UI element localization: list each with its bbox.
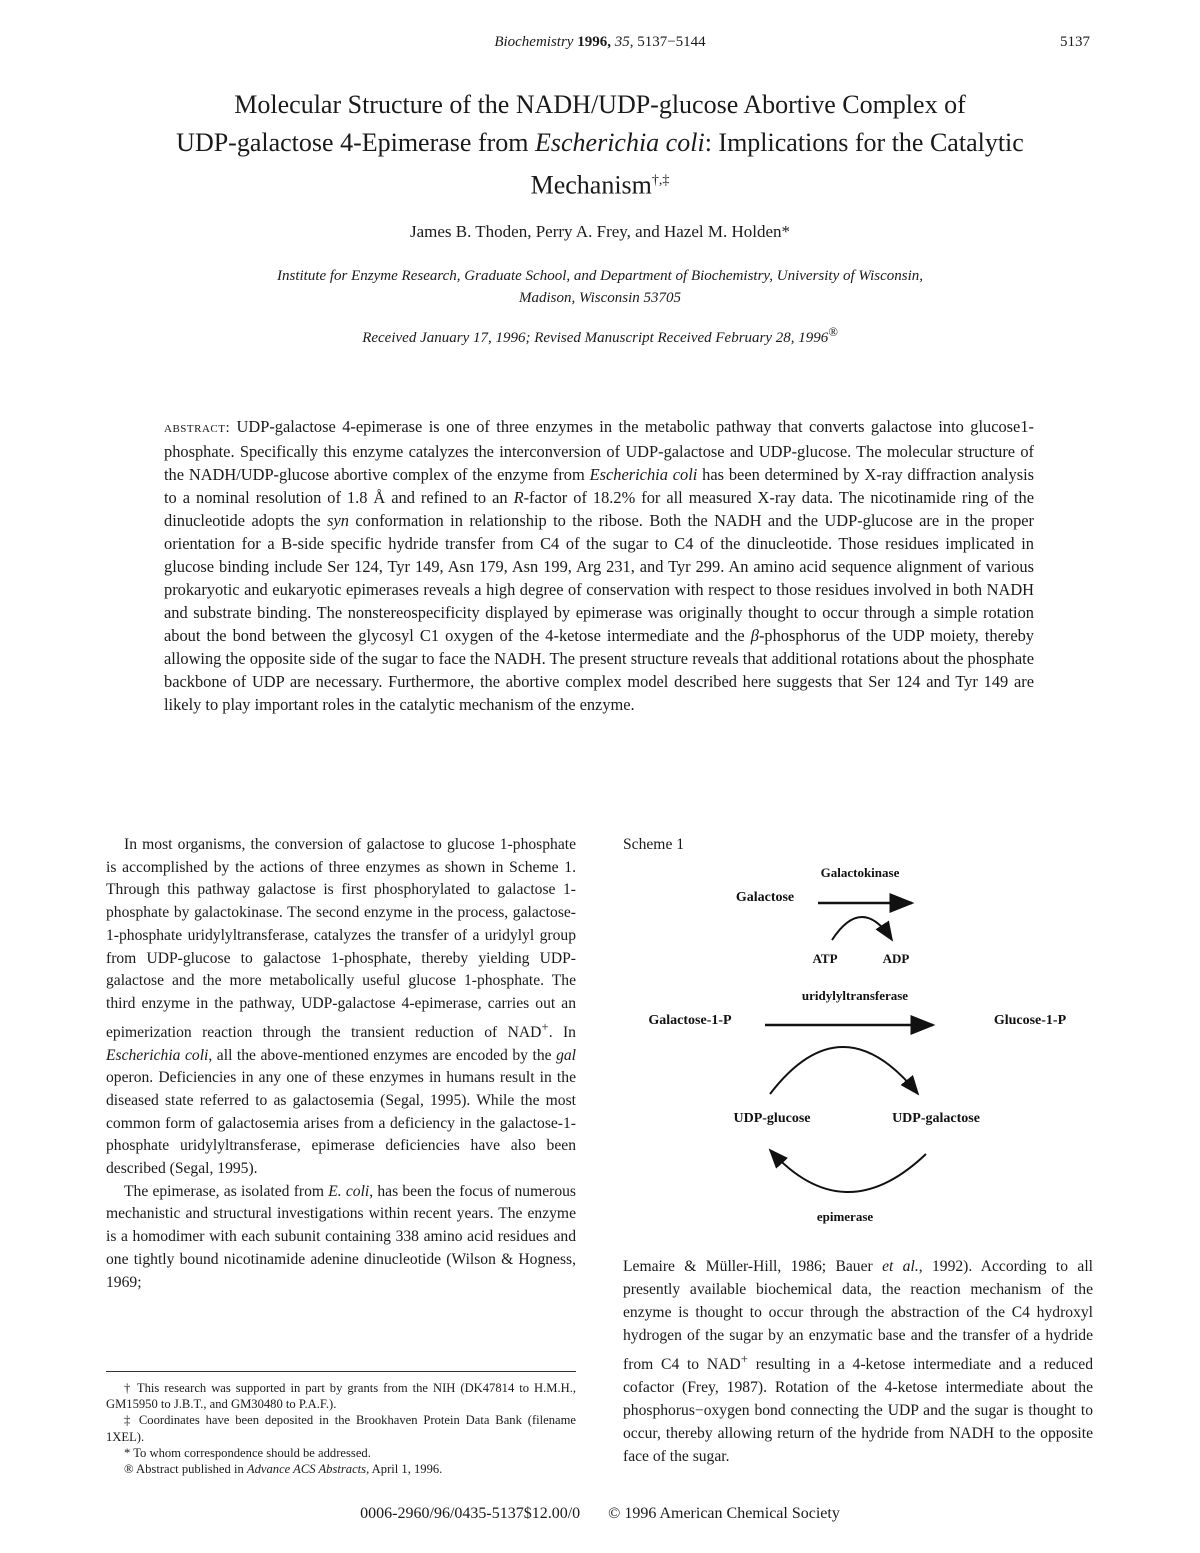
p1-sup: + bbox=[541, 1018, 549, 1034]
title-line-1: Molecular Structure of the NADH/UDP-glucose Abortive Complex of bbox=[234, 90, 966, 119]
abstract-italic-2: R bbox=[513, 488, 524, 507]
right-italic: et al. bbox=[882, 1258, 919, 1275]
abstract-text-3: -factor of 18.2% for all measured X-ray data. The nicotinamide ring of the dinucleotide adopts the bbox=[164, 488, 1034, 530]
affiliation-line-2: Madison, Wisconsin 53705 bbox=[518, 290, 682, 306]
p1-italic-2: gal bbox=[556, 1046, 576, 1064]
abstract-label: abstract: bbox=[164, 420, 231, 436]
p2-text-a: The epimerase, as isolated from bbox=[124, 1182, 329, 1200]
p1-text-a: In most organisms, the conversion of galactose to glucose 1-phosphate is accomplished by the actions of three enzymes as shown in Scheme 1. Through this pathway galactose is first phosphorylated to galactose 1-phosphate by galactokinase. The second enzyme in the process, galactose-1-phosphate uridylyltransferase, catalyzes the transfer of a uridylyl group from UDP-glucose to galactose 1-phosphate, thereby yielding UDP-galactose and the more metabolically useful glucose 1-phosphate. The third enzyme in the pathway, UDP-galactose 4-epimerase, carries out an epimerization reaction through the transient reduction of NAD bbox=[106, 836, 576, 1041]
p1-text-d: operon. Deficiencies in any one of these enzymes in humans result in the diseased state referred to as galactosemia (Segal, 1995). While the most common form of galactosemia arises from a deficiency in the galactose-1-phosphate uridylyltransferase, epimerase deficiencies have also been described (Segal, 1995). bbox=[106, 1069, 576, 1178]
journal-year: 1996, bbox=[577, 34, 611, 50]
footnote-2: ‡ Coordinates have been deposited in the Brookhaven Protein Data Bank (filename 1XEL). bbox=[106, 1413, 576, 1444]
footnote-rule bbox=[106, 1371, 576, 1372]
abstract bbox=[164, 415, 1034, 716]
title-line-2-a: UDP-galactose 4-Epimerase from bbox=[176, 128, 535, 157]
abstract-text-4: conformation in relationship to the ribose. Both the NADH and the UDP-glucose are in the proper orientation for a B-side specific hydride transfer from C4 of the sugar to C4 of the dinucleotide. Those residues implicated in glucose binding include Ser 124, Tyr 149, Asn 179, Asn 199, Arg 231, and Tyr 299. An amino acid sequence alignment of various prokaryotic and eukaryotic epimerases reveals a high degree of conservation with respect to those residues involved in both NADH and substrate binding. The nonstereospecificity displayed by epimerase was originally thought to occur through a simple rotation about the bond between the glycosyl C1 oxygen of the 4-ketose intermediate and the bbox=[164, 511, 1034, 645]
received-mark: ® bbox=[828, 325, 838, 339]
left-column bbox=[106, 834, 576, 1294]
p2-text-b: , has been the focus of numerous mechanistic and structural investigations within recent years. The enzyme is a homodimer with each subunit containing 338 amino acid residues and one tightly bound nicotinamide adenine dinucleotide (Wilson & Hogness, 1969; bbox=[106, 1182, 576, 1291]
footnote-4-b: April 1, 1996. bbox=[369, 1462, 443, 1477]
p1-text-c: , all the above-mentioned enzymes are encoded by the bbox=[208, 1046, 557, 1064]
p1-text-b: . In bbox=[548, 1023, 576, 1041]
affiliation bbox=[150, 265, 1050, 309]
right-paragraph bbox=[623, 1255, 1093, 1468]
running-head bbox=[0, 34, 1200, 51]
galactokinase-label: Galactokinase bbox=[820, 865, 900, 880]
copyright: © 1996 American Chemical Society bbox=[608, 1505, 840, 1522]
atp-adp-cofactor-arrow bbox=[832, 917, 892, 940]
journal-name: Biochemistry bbox=[494, 34, 574, 50]
paragraph-1 bbox=[106, 834, 576, 1181]
footnote-3: * To whom correspondence should be addressed. bbox=[124, 1445, 371, 1460]
footnotes bbox=[106, 1380, 576, 1477]
abstract-text-5: -phosphorus of the UDP moiety, thereby allowing the opposite side of the sugar to face the NADH. The present structure reveals that additional rotations about the phosphate backbone of UDP are necessary. Furthermore, the abortive complex model described here suggests that Ser 124 and Tyr 149 are likely to play important roles in the catalytic mechanism of the enzyme. bbox=[164, 626, 1035, 714]
lower-epimerase-arc bbox=[770, 1150, 926, 1192]
udp-glucose-label: UDP-glucose bbox=[733, 1111, 811, 1126]
footnote-4-a: ® Abstract published in bbox=[124, 1462, 247, 1477]
article-title bbox=[100, 86, 1100, 205]
p2-italic: E. coli bbox=[328, 1182, 370, 1200]
right-text-c: resulting in a 4-ketose intermediate and a reduced cofactor (Frey, 1987). Rotation of the 4-ketose intermediate about the phosphorus−oxygen bond connecting the UDP and the sugar is thought to occur, thereby allowing return of the hydride from NADH to the opposite face of the sugar. bbox=[623, 1356, 1093, 1466]
udp-galactose-label: UDP-galactose bbox=[892, 1111, 980, 1126]
page-footer bbox=[0, 1505, 1200, 1523]
journal-volume: 35, bbox=[614, 34, 634, 50]
article-code: 0006-2960/96/0435-5137$12.00/0 bbox=[360, 1505, 581, 1522]
abstract-text-1: UDP-galactose 4-epimerase is one of three enzymes in the metabolic pathway that converts galactose into glucose1-phosphate. Specifically this enzyme catalyzes the interconversion of UDP-galactose and UDP-glucose. The molecular structure of the NADH/UDP-glucose abortive complex of the enzyme from bbox=[164, 417, 1034, 484]
footnote-1: † This research was supported in part by grants from the NIH (DK47814 to H.M.H., GM15950 to J.B.T., and GM30480 to P.A.F.). bbox=[106, 1381, 576, 1412]
title-footnote-marks: †,‡ bbox=[651, 173, 670, 188]
p1-italic-1: Escherichia coli bbox=[106, 1046, 209, 1064]
right-text-a: Lemaire & Müller-Hill, 1986; Bauer bbox=[623, 1258, 883, 1275]
received-text: Received January 17, 1996; Revised Manuscript Received February 28, 1996 bbox=[362, 330, 829, 346]
paragraph-2 bbox=[106, 1181, 576, 1295]
footnote-4-italic: Advance ACS Abstracts, bbox=[246, 1462, 370, 1477]
authors: James B. Thoden, Perry A. Frey, and Hazel M. Holden* bbox=[409, 222, 791, 241]
right-column bbox=[623, 1255, 1093, 1468]
abstract-italic-3: syn bbox=[327, 511, 349, 530]
title-line-3-text: Mechanism bbox=[530, 170, 652, 200]
title-organism: Escherichia coli bbox=[535, 128, 705, 157]
affiliation-line-1: Institute for Enzyme Research, Graduate School, and Department of Biochemistry, University of Wisconsin, bbox=[276, 268, 923, 284]
glucose-1p-label: Glucose-1-P bbox=[993, 1013, 1067, 1028]
epimerase-label: epimerase bbox=[816, 1209, 874, 1224]
title-line-3 bbox=[100, 162, 1100, 205]
atp-label: ATP bbox=[812, 951, 838, 966]
received-dates bbox=[0, 325, 1200, 347]
scheme-1-diagram bbox=[620, 832, 1090, 1232]
galactose-1p-label: Galactose-1-P bbox=[648, 1013, 732, 1028]
right-sup: + bbox=[740, 1351, 748, 1366]
abstract-text-2: has been determined by X-ray diffraction analysis to a nominal resolution of 1.8 Å and refined to an bbox=[164, 465, 1035, 507]
galactose-label: Galactose bbox=[735, 890, 795, 905]
scheme-label: Scheme 1 bbox=[623, 836, 685, 853]
journal-pages: 5137−5144 bbox=[637, 34, 706, 50]
footnote-4 bbox=[106, 1461, 576, 1477]
abstract-italic-4: β bbox=[750, 626, 759, 645]
abstract-italic-1: Escherichia coli bbox=[589, 465, 698, 484]
title-line-2-b: : Implications for the Catalytic bbox=[704, 128, 1024, 157]
page-number: 5137 bbox=[1060, 34, 1090, 50]
title-line-2 bbox=[100, 124, 1100, 162]
right-text-b: , 1992). According to all presently available biochemical data, the reaction mechanism of the enzyme is thought to occur through the abstraction of the C4 hydroxyl hydrogen of the sugar by an enzymatic base and the transfer of a hydride from C4 to NAD bbox=[623, 1258, 1093, 1374]
upper-epimerase-arc bbox=[770, 1047, 918, 1094]
uridylyltransferase-label: uridylyltransferase bbox=[801, 988, 909, 1003]
adp-label: ADP bbox=[882, 951, 910, 966]
